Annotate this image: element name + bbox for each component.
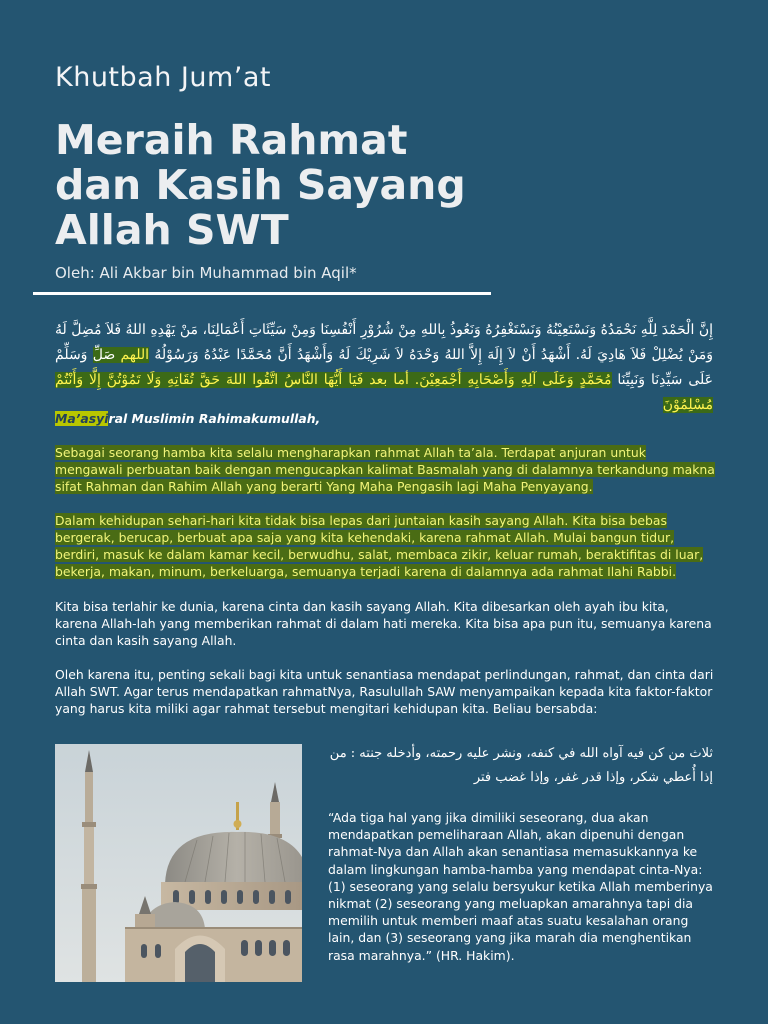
paragraph-1-text: Sebagai seorang hamba kita selalu mengharapkan rahmat Allah ta’ala. Terdapat anjuran untuk mengawali perbuatan baik dengan mengucapkan kalimat Basmalah yang di dalamnya terkandung makna sifat Rahman dan Rahim Allah yang berarti Yang Maha Pengasih lagi Maha Penyayang. bbox=[55, 445, 715, 494]
arabic-part-1: إِنَّ الْحَمْدَ لِلَّهِ نَحْمَدُهُ وَنَسْتَعِيْنُهُ وَنَسْتَغْفِرُهُ وَنَعُوذُ بِاللهِ مِنْ شُرُوْرِ أَنْفُسِنَا وَمِنْ سَيِّئَاتِ أَعْمَالِنَا، مَنْ يَهْدِهِ اللهُ فَلاَ مُضِلَّ لَهُ وَمَنْ يُضْلِلْ فَلاَ هَادِيَ لَهُ. أَشْهَدُ أَنْ لاَ إِلَهَ إِلاَّ اللهُ وَحْدَهُ لاَ شَرِيْكَ لَهُ وَأَشْهَدُ أَنَّ مُحَمَّدًا عَبْدُهُ وَرَسُوْلُهُ bbox=[55, 322, 713, 363]
title-line-1: Meraih Rahmat bbox=[55, 116, 408, 164]
arabic-highlight-allahumma: اللهم bbox=[120, 347, 150, 363]
hadith-arabic-line-1: ثلاث من كن فيه آواه الله في كنفه، ونشر عليه رحمته، وأدخله جنته : من bbox=[329, 746, 713, 761]
sermon-greeting bbox=[55, 410, 715, 427]
author-byline: Oleh: Ali Akbar bin Muhammad bin Aqil* bbox=[55, 264, 357, 282]
paragraph-2 bbox=[55, 512, 715, 580]
paragraph-2-text: Dalam kehidupan sehari-hari kita tidak bisa lepas dari juntaian kasih sayang Allah. Kita bisa bebas bergerak, berucap, berbuat apa saja yang kita kehendaki, karena rahmat Allah. Mulai bangun tidur, berdiri, masuk ke dalam kamar kecil, berwudhu, salat, membaca zikir, keluar rumah, beraktifitas di luar, bekerja, makan, minum, berkeluarga, semuanya terjadi karena di dalamnya ada rahmat Ilahi Rabbi. bbox=[55, 513, 704, 579]
kicker-label: Khutbah Jum’at bbox=[55, 62, 271, 93]
arabic-highlight-salli: صَلِّ bbox=[92, 347, 121, 363]
paragraph-4: Oleh karena itu, penting sekali bagi kita untuk senantiasa mendapat perlindungan, rahmat, dan cinta dari Allah SWT. Agar terus mendapatkan rahmatNya, Rasulullah SAW menyampaikan kepada kita faktor-faktor yang harus kita miliki agar rahmat tersebut mengitari kehidupan kita. Beliau bersabda: bbox=[55, 667, 714, 716]
hadith-arabic bbox=[320, 742, 713, 790]
paragraph-3: Kita bisa terlahir ke dunia, karena cinta dan kasih sayang Allah. Kita dibesarkan oleh ayah ibu kita, karena Allah-lah yang memberikan rahmat di dalam hati mereka. Kita bisa apa pun itu, semuanya karena cinta dan kasih sayang Allah. bbox=[55, 599, 712, 648]
greeting-highlight: Ma’asyi bbox=[55, 411, 109, 426]
paragraph-1 bbox=[55, 444, 715, 495]
opening-arabic-text bbox=[55, 318, 713, 418]
hadith-arabic-line-2: إذا أُعطي شكر، وإذا قدر غفر، وإذا غضب فتر bbox=[473, 770, 713, 785]
hadith-translation: “Ada tiga hal yang jika dimiliki seseorang, dua akan mendapatkan pemeliharaan Allah, akan dipenuhi dengan rahmat-Nya dan Allah akan senantiasa memasukkannya ke dalam lingkungan hamba-hamba yang mendapat cinta-Nya: (1) seseorang yang selalu bersyukur ketika Allah memberinya nikmat (2) seseorang yang meluapkan amarahnya tapi dia memilih untuk memberi maaf atas suatu kesalahan orang lain, dan (3) seseorang yang jika marah dia menghentikan rasa marahnya.” (HR. Hakim). bbox=[328, 810, 713, 963]
title-line-2: dan Kasih Sayang bbox=[55, 161, 466, 209]
title-line-3: Allah SWT bbox=[55, 206, 289, 254]
title-divider bbox=[33, 292, 491, 295]
arabic-part-4: وَسَلِّمْ عَلَى سَيِّدِنَا وَنَبِيِّنَا bbox=[55, 347, 713, 388]
page-title bbox=[55, 118, 535, 253]
arabic-highlight-ending: مُحَمَّدٍ وَعَلَى آلِهِ وَأَصْحَابِهِ أَجْمَعِيْنَ. أما بعد فَيَا أَيُّهَا النَّاسُ اتَّقُوا اللهَ حَقَّ تُقَاتِهِ وَلَا تَمُوْتُنَّ إِلَّا وَأَنْتُمْ مُسْلِمُوْنَ bbox=[55, 372, 713, 413]
mosque-photo bbox=[55, 744, 302, 982]
greeting-rest: ral Muslimin Rahimakumullah, bbox=[108, 411, 321, 426]
